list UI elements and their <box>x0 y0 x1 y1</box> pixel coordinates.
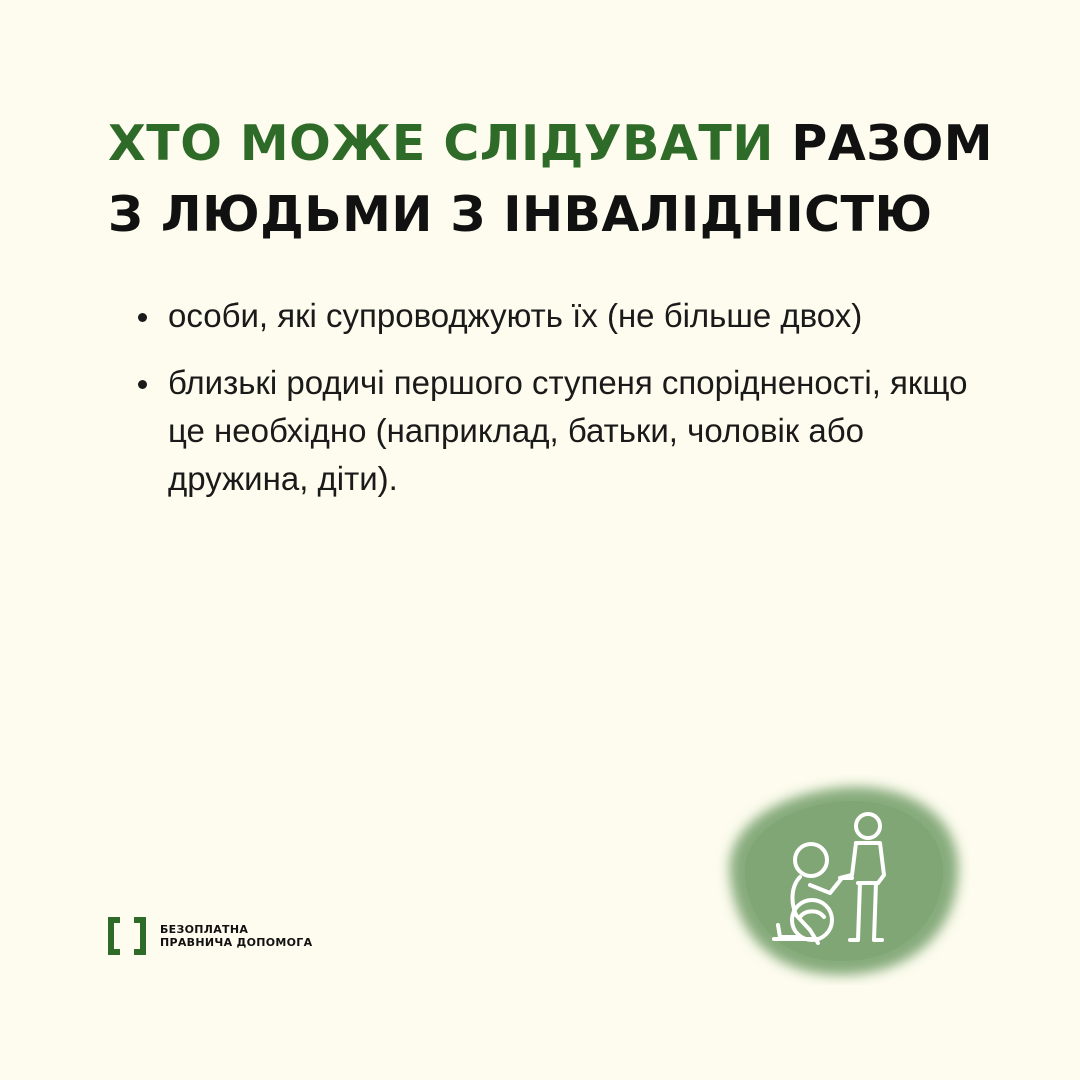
logo-line-1: БЕЗОПЛАТНА <box>160 923 249 936</box>
wheelchair-assistance-icon <box>700 775 970 985</box>
title-line-1 <box>108 108 993 179</box>
title-rest: РАЗОМ <box>773 115 993 172</box>
title-accent: ХТО МОЖЕ СЛІДУВАТИ <box>108 115 774 172</box>
bracket-logo-icon-right <box>134 917 146 955</box>
title-line-2: З ЛЮДЬМИ З ІНВАЛІДНІСТЮ <box>108 186 933 243</box>
logo <box>108 915 312 957</box>
logo-text <box>160 923 312 949</box>
logo-line-2: ПРАВНИЧА ДОПОМОГА <box>160 936 313 949</box>
list-item-text: особи, які супроводжують їх (не більше двох) <box>168 297 863 334</box>
list-item <box>138 292 978 340</box>
list-item <box>138 359 978 503</box>
list-item-text: близькі родичі першого ступеня спорідненості, якщо це необхідно (наприклад, батьки, чоловік або дружина, діти). <box>168 364 968 497</box>
bracket-logo-icon <box>108 917 120 955</box>
bullet-dot <box>138 380 147 389</box>
page-title <box>108 108 993 250</box>
bullet-list <box>138 292 978 522</box>
bullet-dot <box>138 313 147 322</box>
